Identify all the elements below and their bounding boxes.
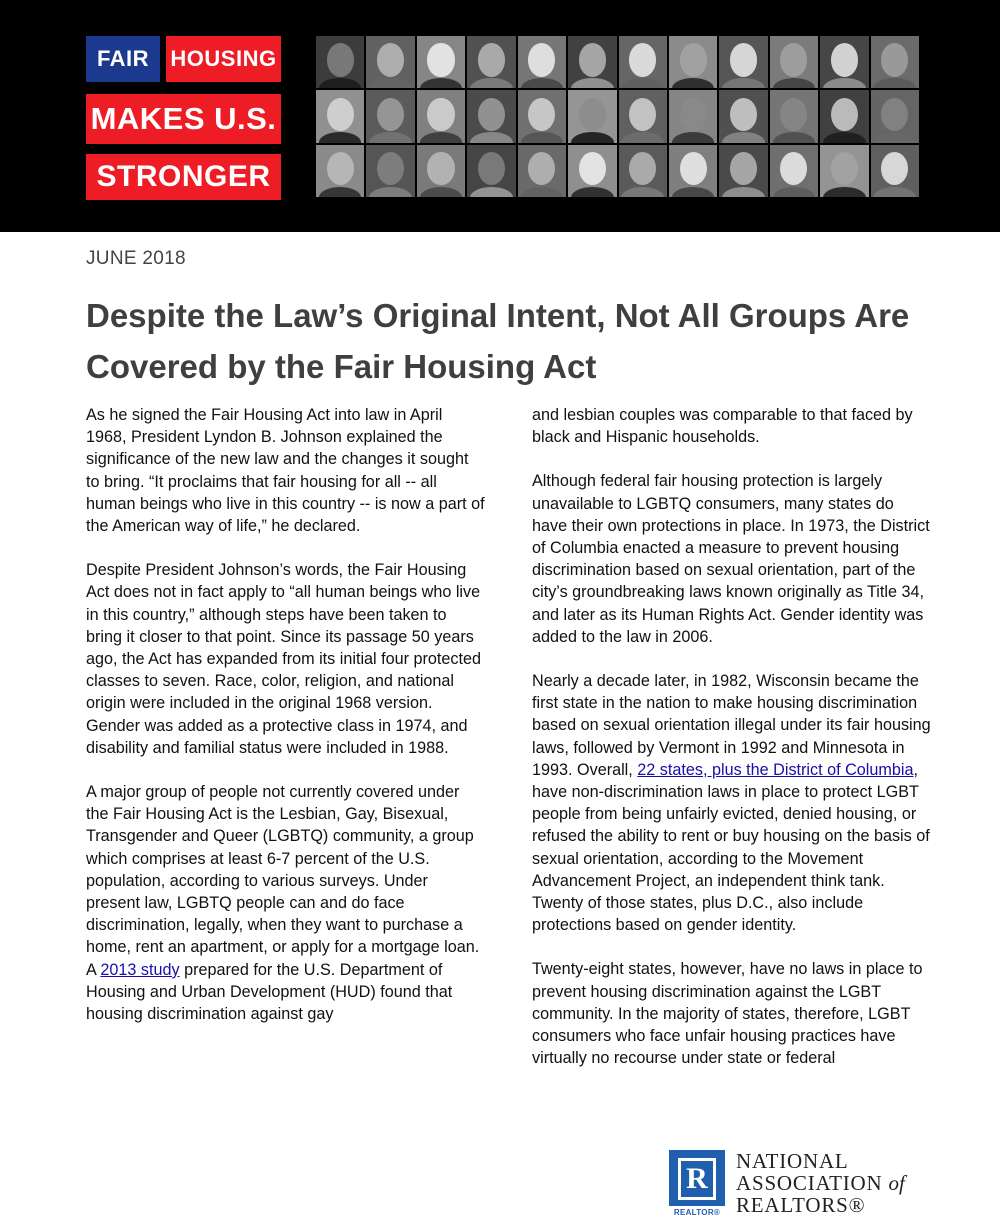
header-banner	[0, 0, 1000, 232]
logo-makes-block: MAKES U.S.	[86, 94, 281, 144]
paragraph: Despite President Johnson’s words, the Fair Housing Act does not in fact apply to “all human beings who live in this country,” although steps have been taken to bring it closer to that point. Since its passage 50 years ago, the Act has expanded from its initial four protected classes to seven. Race, color, religion, and national origin were included in the original 1968 version. Gender was added as a protective class in 1974, and disability and familial status were included in 1988.	[86, 561, 482, 757]
portrait-photo	[366, 145, 414, 197]
portrait-photo	[669, 36, 717, 88]
portrait-photo	[316, 36, 364, 88]
nar-wordmark	[736, 1150, 905, 1216]
portrait-photo	[669, 145, 717, 197]
article-column-left	[86, 404, 486, 1047]
portrait-photo	[316, 145, 364, 197]
paragraph-text: , have non-discrimination laws in place to protect LGBT people from being unfairly evicted, denied housing, or refused the ability to rent or buy housing on the basis of sexual orientation, according to the Movement Advancement Project, an independent think tank. Twenty of those states, plus D.C., also include protections based on gender identity.	[532, 760, 930, 935]
portrait-photo	[820, 90, 868, 142]
states-22-link[interactable]: 22 states, plus the District of Columbia	[637, 760, 914, 779]
portrait-photo	[518, 90, 566, 142]
nar-line-2	[736, 1172, 905, 1194]
portrait-photo	[619, 36, 667, 88]
portrait-photo	[719, 90, 767, 142]
portrait-photo	[770, 36, 818, 88]
portrait-photo	[770, 145, 818, 197]
paragraph: As he signed the Fair Housing Act into law in April 1968, President Lyndon B. Johnson explained the significance of the new law and the changes it sought to bring. “It proclaims that fair housing for all -- all human beings who live in this country -- is now a part of the American way of life,” he declared.	[86, 406, 485, 536]
portrait-photo	[871, 90, 919, 142]
article-column-right	[532, 404, 932, 1091]
paragraph	[532, 670, 932, 936]
portrait-photo	[619, 145, 667, 197]
portrait-photo	[417, 36, 465, 88]
portrait-photo	[568, 145, 616, 197]
paragraph: Although federal fair housing protection is largely unavailable to LGBTQ consumers, many states do have their own protections in place. In 1973, the District of Columbia enacted a measure to prevent housing discrimination based on sexual orientation, part of the city’s groundbreaking laws known originally as Title 34, and later as its Human Rights Act. Gender identity was added to the law in 2006.	[532, 472, 930, 646]
portrait-photo	[770, 90, 818, 142]
paragraph: and lesbian couples was comparable to that faced by black and Hispanic households.	[532, 406, 913, 447]
portrait-photo	[467, 36, 515, 88]
portrait-photo	[568, 36, 616, 88]
paragraph	[86, 781, 486, 1025]
paragraph-text: prepared for the U.S. Department of Housing and Urban Development (HUD) found that housing discrimination against gay	[86, 960, 453, 1024]
realtor-r-icon	[669, 1150, 725, 1206]
portrait-photo	[366, 90, 414, 142]
nar-association: ASSOCIATION	[736, 1171, 883, 1195]
study-2013-link[interactable]: 2013 study	[100, 960, 180, 979]
publication-date: JUNE 2018	[86, 248, 186, 269]
paragraph-text: A major group of people not currently covered under the Fair Housing Act is the Lesbian, Gay, Bisexual, Transgender and Queer (LGBTQ) community, a group which comprises at least 6-7 percent of the U.S. population, according to various surveys. Under present law, LGBTQ people can and do face discrimination, legally, when they want to purchase a home, rent an apartment, or apply for a mortgage loan. A	[86, 783, 480, 979]
portrait-photo	[467, 145, 515, 197]
nar-logo	[669, 1150, 929, 1220]
logo-housing-block: HOUSING	[166, 36, 281, 82]
portrait-photo	[820, 36, 868, 88]
portrait-photo	[568, 90, 616, 142]
portrait-photo	[719, 145, 767, 197]
portrait-photo	[871, 36, 919, 88]
portrait-photo	[871, 145, 919, 197]
portrait-photo	[417, 145, 465, 197]
paragraph-text: Nearly a decade later, in 1982, Wisconsin became the first state in the nation to make housing discrimination based on sexual orientation illegal under its fair housing laws, followed by Vermont in 1992 and Minnesota in 1993. Overall,	[532, 672, 931, 779]
article-title: Despite the Law’s Original Intent, Not All Groups Are Covered by the Fair Housing Act	[86, 297, 910, 385]
portrait-photo-collage	[316, 36, 919, 197]
portrait-photo	[518, 145, 566, 197]
portrait-photo	[719, 36, 767, 88]
portrait-photo	[417, 90, 465, 142]
nar-line-1: NATIONAL	[736, 1149, 849, 1173]
portrait-photo	[669, 90, 717, 142]
realtor-mark-label: REALTOR®	[673, 1208, 721, 1217]
portrait-photo	[366, 36, 414, 88]
nar-line-3: REALTORS®	[736, 1193, 866, 1217]
portrait-photo	[467, 90, 515, 142]
realtor-r-letter: R	[678, 1158, 716, 1200]
logo-fair-block: FAIR	[86, 36, 160, 82]
logo-stronger-block: STRONGER	[86, 154, 281, 200]
portrait-photo	[518, 36, 566, 88]
nar-of: of	[888, 1171, 905, 1195]
portrait-photo	[316, 90, 364, 142]
portrait-photo	[619, 90, 667, 142]
portrait-photo	[820, 145, 868, 197]
paragraph: Twenty-eight states, however, have no laws in place to prevent housing discrimination against the LGBT community. In the majority of states, therefore, LGBT consumers who face unfair housing practices have virtually no recourse under state or federal	[532, 960, 923, 1068]
